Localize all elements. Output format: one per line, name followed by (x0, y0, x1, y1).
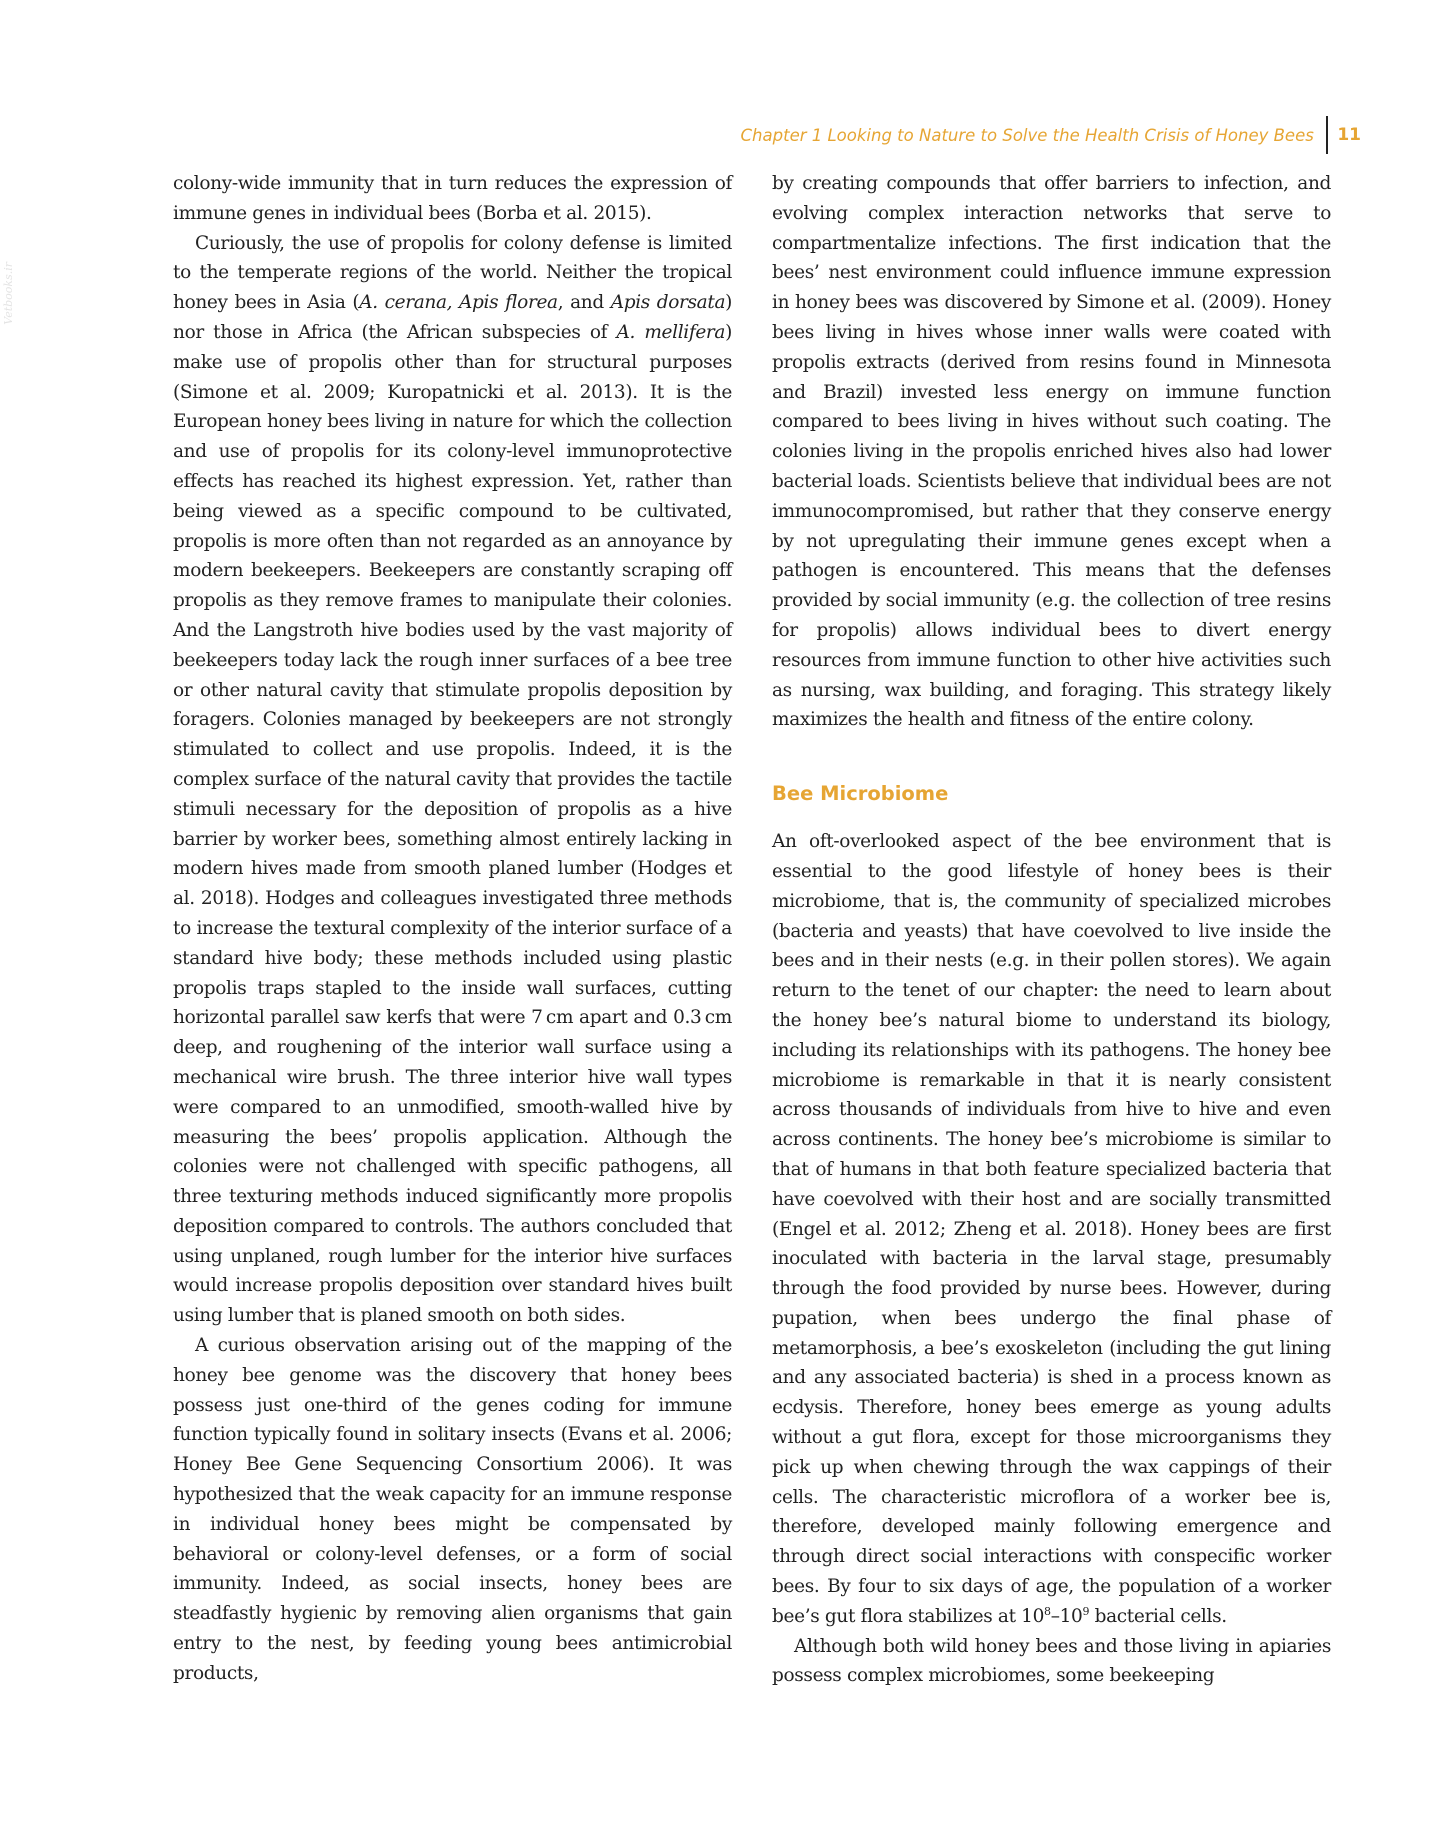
superscript: 8 (1044, 1604, 1051, 1618)
text-run: ) make use of propolis other than for structural purposes (Simone et al. 2009; Kuropatnicki et al. 2013). It is the European honey bees living in nature for which the collection and use of propolis for its colony-level immunoprotective effects has reached its highest expression. Yet, rather than being viewed as a specific compound to be cultivated, propolis is more often than not regarded as an annoyance by modern beekeepers. Beekeepers are constantly scraping off propolis as they remove frames to manipulate their colonies. And the Langstroth hive bodies used by the vast majority of beekeepers today lack the rough inner surfaces of a bee tree or other natural cavity that stimulate propolis deposition by foragers. Colonies managed by beekeepers are not strongly stimulated to collect and use propolis. Indeed, it is the complex surface of the natural cavity that provides the tactile stimuli necessary for the deposition of propolis as a hive barrier by worker bees, something almost entirely lacking in modern hives made from smooth planed lumber (Hodges et al. 2018). Hodges and colleagues investigated three methods to increase the textural complexity of the interior surface of a standard hive body; these methods included using plastic propolis traps stapled to the inside wall surfaces, cutting horizontal parallel saw kerfs that were 7 cm apart and 0.3 cm deep, and roughening of the interior wall surface using a mechanical wire brush. The three interior hive wall types were compared to an unmodified, smooth-walled hive by measuring the bees’ propolis application. Although the colonies were not challenged with specific pathogens, all three texturing methods induced significantly more propolis deposition compared to controls. The authors concluded that using unplaned, rough lumber for the interior hive surfaces would increase propolis deposition over standard hives built using lumber that is planed smooth on both sides. (173, 321, 732, 1327)
species-name: A. mellifera (616, 321, 726, 343)
right-column (772, 169, 1331, 1691)
paragraph (173, 229, 732, 1331)
watermark: Vetbooks.ir (2, 262, 15, 325)
text-run: Curiously, the use of propolis for colony defense is limited to the temperate regions of the world. Neither the tropical honey bees in Asia ( (173, 232, 732, 314)
paragraph: Although both wild honey bees and those living in apiaries possess complex microbiomes, some beekeeping (772, 1635, 1331, 1687)
text-run: , and (557, 292, 611, 314)
text-run: ) nor those in Africa (the African subspecies of (173, 292, 732, 343)
paragraph: A curious observation arising out of the mapping of the honey bee genome was the discovery that honey bees possess just one-third of the genes coding for immune function typically found in solitary insects (Evans et al. 2006; Honey Bee Gene Sequencing Consortium 2006). It was hypothesized that the weak capacity for an immune response in individual honey bees might be compensated by behavioral or colony-level defenses, or a form of social immunity. Indeed, as social insects, honey bees are steadfastly hygienic by removing alien organisms that gain entry to the nest, by feeding young bees antimicrobial products, (173, 1335, 732, 1684)
superscript: 9 (1082, 1604, 1090, 1618)
page-number: 11 (1337, 125, 1361, 145)
paragraph (772, 827, 1331, 1632)
running-header (741, 116, 1361, 154)
running-title: Chapter 1 Looking to Nature to Solve the Health Crisis of Honey Bees (740, 125, 1314, 145)
header-divider (1326, 116, 1329, 154)
text-run: An oft-overlooked aspect of the bee environment that is essential to the good lifestyle of honey bees is their microbiome, that is, the community of specialized microbes (bacteria and yeasts) that have coevolved to live inside the bees and in their nests (e.g. in their pollen stores). We again return to the tenet of our chapter: the need to learn about the honey bee’s natural biome to understand its biology, including its relationships with its pathogens. The honey bee microbiome is remarkable in that it is nearly consistent across thousands of individuals from hive to hive and even across continents. The honey bee’s microbiome is similar to that of humans in that both feature specialized bacteria that have coevolved with their host and are socially transmitted (Engel et al. 2012; Zheng et al. 2018). Honey bees are first inoculated with bacteria in the larval stage, presumably through the food provided by nurse bees. However, during pupation, when bees undergo the final phase of metamorphosis, a bee’s exoskeleton (including the gut lining and any associated bacteria) is shed in a process known as ecdysis. Therefore, honey bees emerge as young adults without a gut flora, except for those microorganisms they pick up when chewing through the wax cappings of their cells. The characteristic microflora of a worker bee is, therefore, developed mainly following emergence and through direct social interactions with conspecific worker bees. By four to six days of age, the population of a worker bee’s gut flora stabilizes at 10 (772, 831, 1331, 1627)
section-heading: Bee Microbiome (772, 782, 949, 806)
paragraph: by creating compounds that offer barriers to infection, and evolving complex interaction networks that serve to compartmentalize infections. The first indication that the bees’ nest environment could influence immune expression in honey bees was discovered by Simone et al. (2009). Honey bees living in hives whose inner walls were coated with propolis extracts (derived from resins found in Minnesota and Brazil) invested less energy on immune function compared to bees living in hives without such coating. The colonies living in the propolis enriched hives also had lower bacterial loads. Scientists believe that individual bees are not immunocompromised, but rather that they conserve energy by not upregulating their immune genes except when a pathogen is encountered. This means that the defenses provided by social immunity (e.g. the collection of tree resins for propolis) allows individual bees to divert energy resources from immune function to other hive activities such as nursing, wax building, and foraging. This strategy likely maximizes the health and fitness of the entire colony. (772, 173, 1331, 731)
left-column (173, 169, 732, 1689)
species-name: A. cerana, Apis florea (359, 292, 558, 314)
paragraph: colony-wide immunity that in turn reduces the expression of immune genes in individual bees (Borba et al. 2015). (173, 173, 732, 224)
text-run: –10 (1050, 1605, 1083, 1627)
text-run: bacterial cells. (1089, 1605, 1227, 1627)
species-name: Apis dorsata (610, 292, 726, 314)
